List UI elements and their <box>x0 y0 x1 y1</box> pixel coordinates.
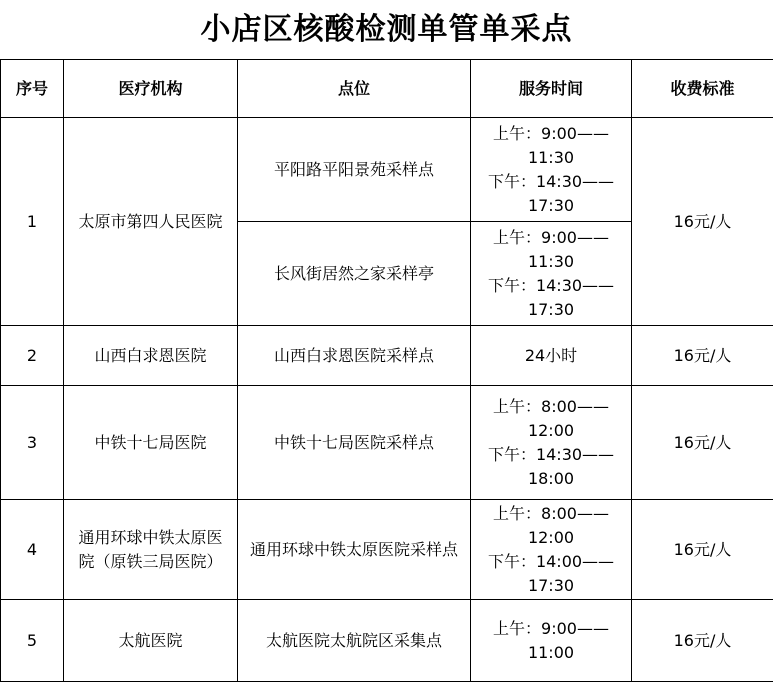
hours-line: 下午：14:00—— <box>487 551 615 571</box>
hours-line: 12:00 <box>527 420 575 440</box>
hours-line: 上午：9:00—— <box>493 618 609 638</box>
cell-org <box>64 500 238 600</box>
cell-org: 中铁十七局医院 <box>64 386 238 500</box>
cell-seq: 1 <box>1 118 64 326</box>
header-org: 医疗机构 <box>64 60 238 118</box>
cell-hours <box>471 600 632 682</box>
header-site: 点位 <box>238 60 471 118</box>
hours-line: 17:30 <box>527 195 575 215</box>
hours-line: 12:00 <box>527 527 575 547</box>
cell-site: 中铁十七局医院采样点 <box>238 386 471 500</box>
cell-org: 太航医院 <box>64 600 238 682</box>
hours-line: 11:30 <box>527 147 575 167</box>
cell-fee: 16元/人 <box>632 600 773 682</box>
cell-fee: 16元/人 <box>632 386 773 500</box>
hours-line: 上午：8:00—— <box>493 396 609 416</box>
hours-line: 11:30 <box>527 251 575 271</box>
cell-site: 平阳路平阳景苑采样点 <box>238 118 471 222</box>
org-line: 通用环球中铁太原医 <box>78 527 223 547</box>
hours-line: 上午：8:00—— <box>493 503 609 523</box>
cell-fee: 16元/人 <box>632 326 773 386</box>
table-header-row <box>1 60 773 118</box>
table-row <box>1 500 773 600</box>
hours-line: 上午：9:00—— <box>493 123 609 143</box>
cell-fee: 16元/人 <box>632 118 773 326</box>
hours-line: 11:00 <box>527 642 575 662</box>
cell-org: 山西白求恩医院 <box>64 326 238 386</box>
header-fee: 收费标准 <box>632 60 773 118</box>
cell-seq: 4 <box>1 500 64 600</box>
table-row <box>1 600 773 682</box>
cell-seq: 3 <box>1 386 64 500</box>
cell-site: 太航医院太航院区采集点 <box>238 600 471 682</box>
header-hours: 服务时间 <box>471 60 632 118</box>
cell-site: 长风街居然之家采样亭 <box>238 222 471 326</box>
cell-hours <box>471 386 632 500</box>
cell-org: 太原市第四人民医院 <box>64 118 238 326</box>
cell-seq: 2 <box>1 326 64 386</box>
cell-site: 山西白求恩医院采样点 <box>238 326 471 386</box>
hours-line: 上午：9:00—— <box>493 227 609 247</box>
table-row <box>1 326 773 386</box>
hours-line: 17:30 <box>527 575 575 595</box>
cell-hours <box>471 222 632 326</box>
page-title: 小店区核酸检测单管单采点 <box>200 12 573 47</box>
hours-line: 下午：14:30—— <box>487 171 615 191</box>
hours-line: 17:30 <box>527 299 575 319</box>
cell-seq: 5 <box>1 600 64 682</box>
hours-line: 下午：14:30—— <box>487 275 615 295</box>
cell-site: 通用环球中铁太原医院采样点 <box>238 500 471 600</box>
cell-hours <box>471 118 632 222</box>
cell-hours: 24小时 <box>471 326 632 386</box>
header-seq: 序号 <box>1 60 64 118</box>
table-row <box>1 386 773 500</box>
table-row <box>1 118 773 222</box>
org-line: 院（原铁三局医院） <box>78 551 223 571</box>
hours-line: 下午：14:30—— <box>487 444 615 464</box>
cell-fee: 16元/人 <box>632 500 773 600</box>
hours-line: 18:00 <box>527 468 575 488</box>
sampling-sites-table <box>0 59 773 682</box>
cell-hours <box>471 500 632 600</box>
